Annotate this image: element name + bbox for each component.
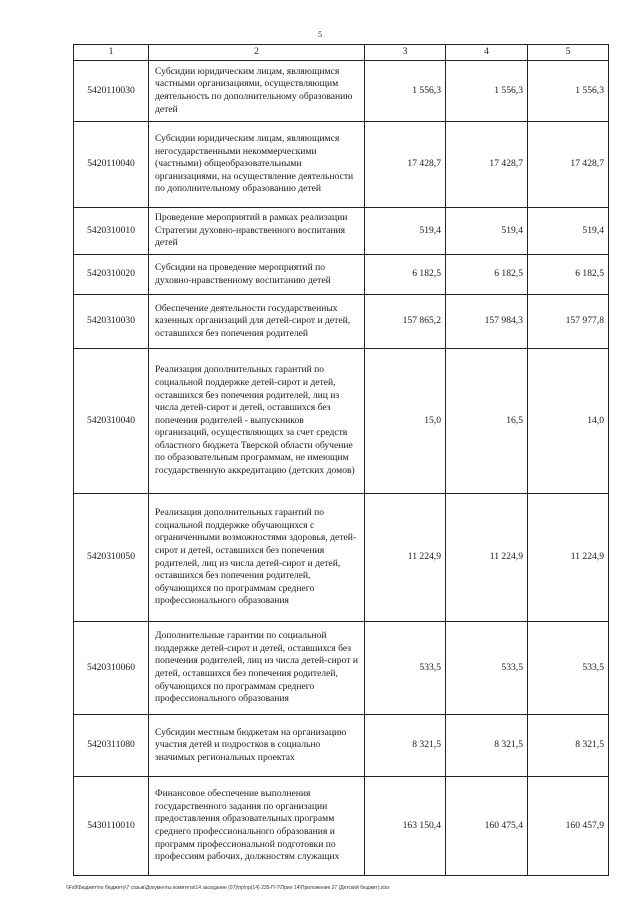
row-value-3: 15,0 bbox=[365, 349, 446, 494]
row-value-3: 17 428,7 bbox=[365, 122, 446, 208]
row-description: Обеспечение деятельности государственных казенных организаций для детей-сирот и детей, оставшихся без попечения родителей bbox=[149, 295, 365, 349]
row-value-5: 17 428,7 bbox=[528, 122, 609, 208]
table-row bbox=[74, 777, 609, 876]
header-col-5: 5 bbox=[528, 45, 609, 61]
row-code: 5420110030 bbox=[74, 61, 149, 122]
header-col-4: 4 bbox=[446, 45, 528, 61]
row-description: Субсидии юридическим лицам, являющимся частными организациями, осуществляющим деятельность по дополнительному образованию детей bbox=[149, 61, 365, 122]
table-row bbox=[74, 715, 609, 777]
row-code: 5420310010 bbox=[74, 208, 149, 255]
row-value-3: 11 224,9 bbox=[365, 494, 446, 622]
header-col-1: 1 bbox=[74, 45, 149, 61]
row-code: 5420310020 bbox=[74, 255, 149, 295]
row-description: Финансовое обеспечение выполнения государственного задания по организации предоставления образовательных программ среднего профессионального образования и программ профессиональной подготовки по профессиям рабочих, должностям служащих bbox=[149, 777, 365, 876]
row-value-3: 8 321,5 bbox=[365, 715, 446, 777]
header-col-3: 3 bbox=[365, 45, 446, 61]
row-value-5: 6 182,5 bbox=[528, 255, 609, 295]
row-code: 5420310030 bbox=[74, 295, 149, 349]
table-row bbox=[74, 122, 609, 208]
row-description: Реализация дополнительных гарантий по социальной поддержке обучающихся с ограниченными возможностями здоровья, детей-сирот и детей, оставшихся без попечения родителей, лиц из числа детей-сирот и детей, оставшихся без попечения родителей, обучающихся по программам среднего профессионального образования bbox=[149, 494, 365, 622]
row-value-3: 6 182,5 bbox=[365, 255, 446, 295]
row-description: Реализация дополнительных гарантий по социальной поддержке детей-сирот и детей, оставшихся без попечения родителей, лиц из числа детей-сирот и детей, оставшихся без попечения родителей - выпускников организаций, осуществляющих за счет средств областного бюджета Тверской области обучение по образовательным программам, не имеющим государственную аккредитацию (детских домов) bbox=[149, 349, 365, 494]
row-code: 5420310060 bbox=[74, 622, 149, 715]
row-value-5: 1 556,3 bbox=[528, 61, 609, 122]
row-description: Субсидии местным бюджетам на организацию участия детей и подростков в социально значимых региональных проектах bbox=[149, 715, 365, 777]
row-value-5: 8 321,5 bbox=[528, 715, 609, 777]
page-number: 5 bbox=[318, 30, 322, 39]
row-value-4: 157 984,3 bbox=[446, 295, 528, 349]
table-row bbox=[74, 622, 609, 715]
table-row bbox=[74, 349, 609, 494]
row-code: 5420110040 bbox=[74, 122, 149, 208]
row-code: 5430110010 bbox=[74, 777, 149, 876]
row-code: 5420311080 bbox=[74, 715, 149, 777]
row-value-4: 17 428,7 bbox=[446, 122, 528, 208]
row-value-5: 14,0 bbox=[528, 349, 609, 494]
row-value-4: 8 321,5 bbox=[446, 715, 528, 777]
table-row bbox=[74, 61, 609, 122]
table-row bbox=[74, 208, 609, 255]
row-description: Проведение мероприятий в рамках реализации Стратегии духовно-нравственного воспитания детей bbox=[149, 208, 365, 255]
row-value-3: 157 865,2 bbox=[365, 295, 446, 349]
row-value-5: 160 457,9 bbox=[528, 777, 609, 876]
row-value-5: 157 977,8 bbox=[528, 295, 609, 349]
row-value-3: 163 150,4 bbox=[365, 777, 446, 876]
row-description: Субсидии юридическим лицам, являющимся негосударственными некоммерческими (частными) общеобразовательными организациями, на осуществление деятельности по дополнительному образованию детей bbox=[149, 122, 365, 208]
row-code: 5420310040 bbox=[74, 349, 149, 494]
row-value-3: 519,4 bbox=[365, 208, 446, 255]
row-value-5: 519,4 bbox=[528, 208, 609, 255]
row-value-4: 1 556,3 bbox=[446, 61, 528, 122]
row-value-4: 160 475,4 bbox=[446, 777, 528, 876]
header-row bbox=[74, 45, 609, 61]
row-value-4: 16,5 bbox=[446, 349, 528, 494]
table-row bbox=[74, 295, 609, 349]
row-description: Субсидии на проведение мероприятий по духовно-нравственному воспитанию детей bbox=[149, 255, 365, 295]
header-col-2: 2 bbox=[149, 45, 365, 61]
row-description: Дополнительные гарантии по социальной поддержке детей-сирот и детей, оставшихся без попечения родителей, лиц из числа детей-сирот и детей, оставшихся без попечения родителей, обучающихся по программам среднего профессионального образования bbox=[149, 622, 365, 715]
table-row bbox=[74, 255, 609, 295]
row-value-5: 533,5 bbox=[528, 622, 609, 715]
row-value-4: 6 182,5 bbox=[446, 255, 528, 295]
file-path-footer: \\Fs9\Бюджет\по бюджету\7 созыв\Документы комитета\14 заседание (07)\пр\пр(14) 235-П-7\Прил 14\Приложение 27 (Детский бюджет).xlsx bbox=[66, 885, 390, 891]
budget-table bbox=[73, 44, 609, 876]
row-value-4: 11 224,9 bbox=[446, 494, 528, 622]
row-code: 5420310050 bbox=[74, 494, 149, 622]
row-value-3: 533,5 bbox=[365, 622, 446, 715]
row-value-4: 533,5 bbox=[446, 622, 528, 715]
row-value-5: 11 224,9 bbox=[528, 494, 609, 622]
row-value-3: 1 556,3 bbox=[365, 61, 446, 122]
table-row bbox=[74, 494, 609, 622]
row-value-4: 519,4 bbox=[446, 208, 528, 255]
